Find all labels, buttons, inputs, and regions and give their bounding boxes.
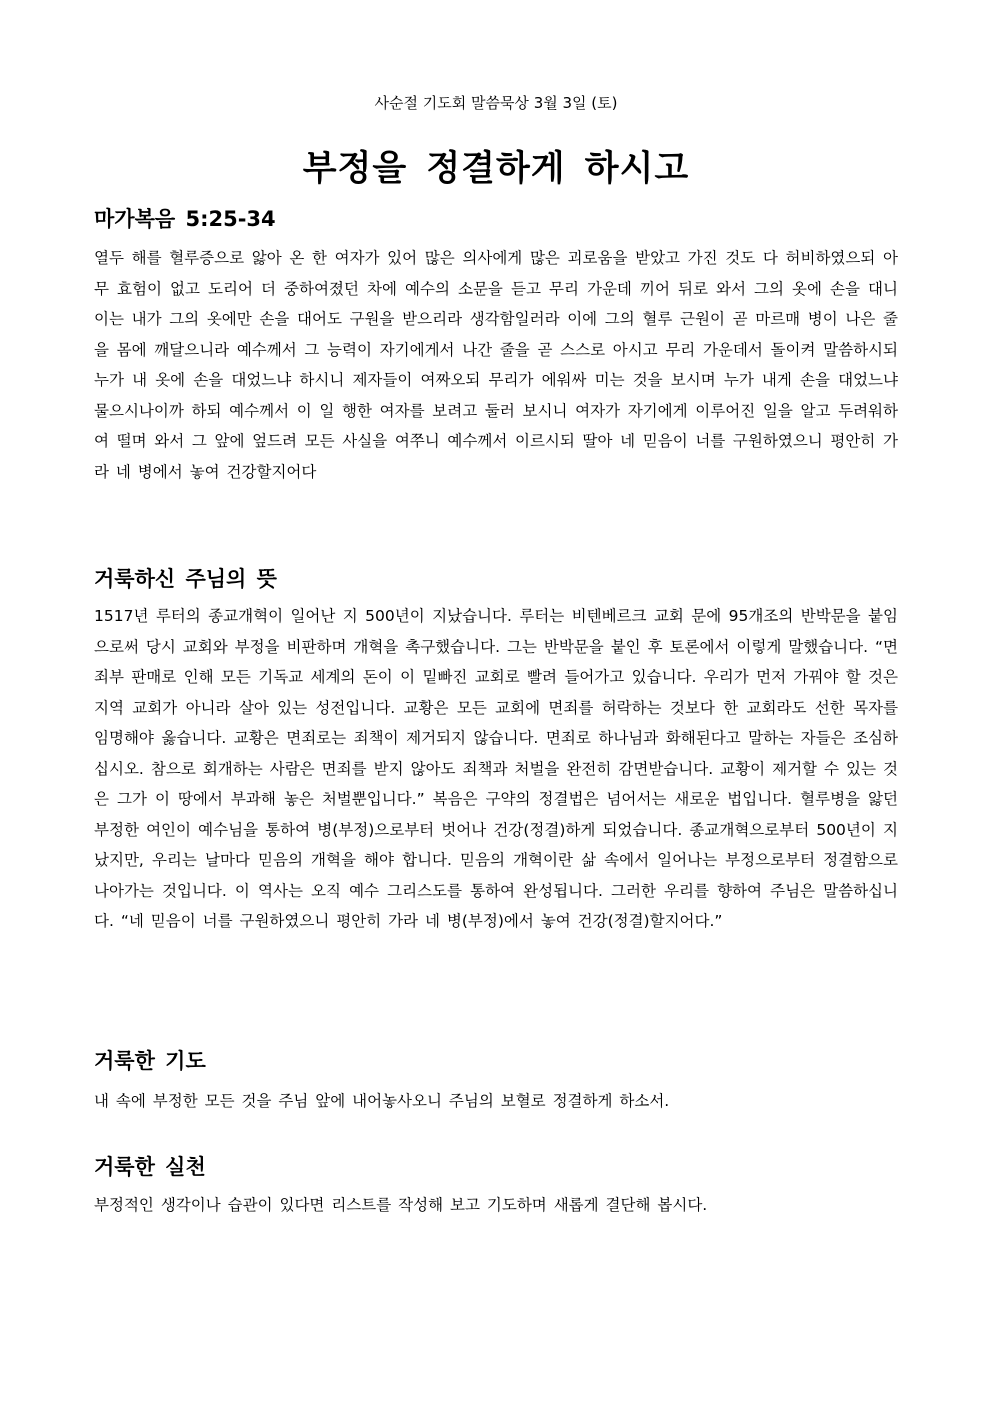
- will-text: 1517년 루터의 종교개혁이 일어난 지 500년이 지났습니다. 루터는 비텐베르크 교회 문에 95개조의 반박문을 붙임으로써 당시 교회와 부정을 비판하며 개혁을 촉구했습니다. 그는 반박문을 붙인 후 토론에서 이렇게 말했습니다. “면죄부 판매로 인해 모든 기독교 세계의 돈이 이 밑빠진 교회로 빨려 들어가고 있습니다. 우리가 먼저 가꿔야 할 것은 지역 교회가 아니라 살아 있는 성전입니다. 교황은 모든 교회에 면죄를 허락하는 것보다 한 교회라도 선한 목자를 임명해야 옳습니다. 교황은 면죄로는 죄책이 제거되지 않습니다. 면죄로 하나님과 화해된다고 말하는 자들은 조심하십시오. 참으로 회개하는 사람은 면죄를 받지 않아도 죄책과 처벌을 완전히 감면받습니다. 교황이 제거할 수 있는 것은 그가 이 땅에서 부과해 놓은 처벌뿐입니다.” 복음은 구약의 정결법은 넘어서는 새로운 법입니다. 혈루병을 앓던 부정한 여인이 예수님을 통하여 병(부정)으로부터 벗어나 건강(정결)하게 되었습니다. 종교개혁으로부터 500년이 지났지만, 우리는 날마다 믿음의 개혁을 해야 합니다. 믿음의 개혁이란 삶 속에서 일어나는 부정으로부터 정결함으로 나아가는 것입니다. 이 역사는 오직 예수 그리스도를 통하여 완성됩니다. 그러한 우리를 향하여 주님은 말씀하십니다. “네 믿음이 너를 구원하였으니 평안히 가라 네 병(부정)에서 놓여 건강(정결)할지어다.”: [94, 607, 898, 930]
- prayer-text: 내 속에 부정한 모든 것을 주님 앞에 내어놓사오니 주님의 보혈로 정결하게 하소서.: [94, 1092, 670, 1110]
- practice-text: 부정적인 생각이나 습관이 있다면 리스트를 작성해 보고 기도하며 새롭게 결단해 봅시다.: [94, 1196, 708, 1214]
- will-heading: 거룩하신 주님의 뜻: [94, 567, 277, 591]
- document-title: 부정을 정결하게 하시고: [302, 149, 690, 189]
- document-subtitle: 사순절 기도회 말씀묵상 3월 3일 (토): [374, 94, 618, 112]
- scripture-text: 열두 해를 혈루증으로 앓아 온 한 여자가 있어 많은 의사에게 많은 괴로움을 받았고 가진 것도 다 허비하였으되 아무 효험이 없고 도리어 더 중하여졌던 차에 예수의 소문을 듣고 무리 가운데 끼어 뒤로 와서 그의 옷에 손을 대니 이는 내가 그의 옷에만 손을 대어도 구원을 받으리라 생각함일러라 이에 그의 혈루 근원이 곧 마르매 병이 나은 줄을 몸에 깨달으니라 예수께서 그 능력이 자기에게서 나간 줄을 곧 스스로 아시고 무리 가운데서 돌이켜 말씀하시되 누가 내 옷에 손을 대었느냐 하시니 제자들이 여짜오되 무리가 에워싸 미는 것을 보시며 누가 내게 손을 대었느냐 물으시나이까 하되 예수께서 이 일 행한 여자를 보려고 둘러 보시니 여자가 자기에게 이루어진 일을 알고 두려워하여 떨며 와서 그 앞에 엎드려 모든 사실을 여쭈니 예수께서 이르시되 딸아 네 믿음이 너를 구원하였으니 평안히 가라 네 병에서 놓여 건강할지어다: [94, 249, 898, 481]
- prayer-heading: 거룩한 기도: [94, 1049, 206, 1073]
- scripture-heading: 마가복음 5:25-34: [94, 207, 276, 231]
- practice-heading: 거룩한 실천: [94, 1155, 206, 1179]
